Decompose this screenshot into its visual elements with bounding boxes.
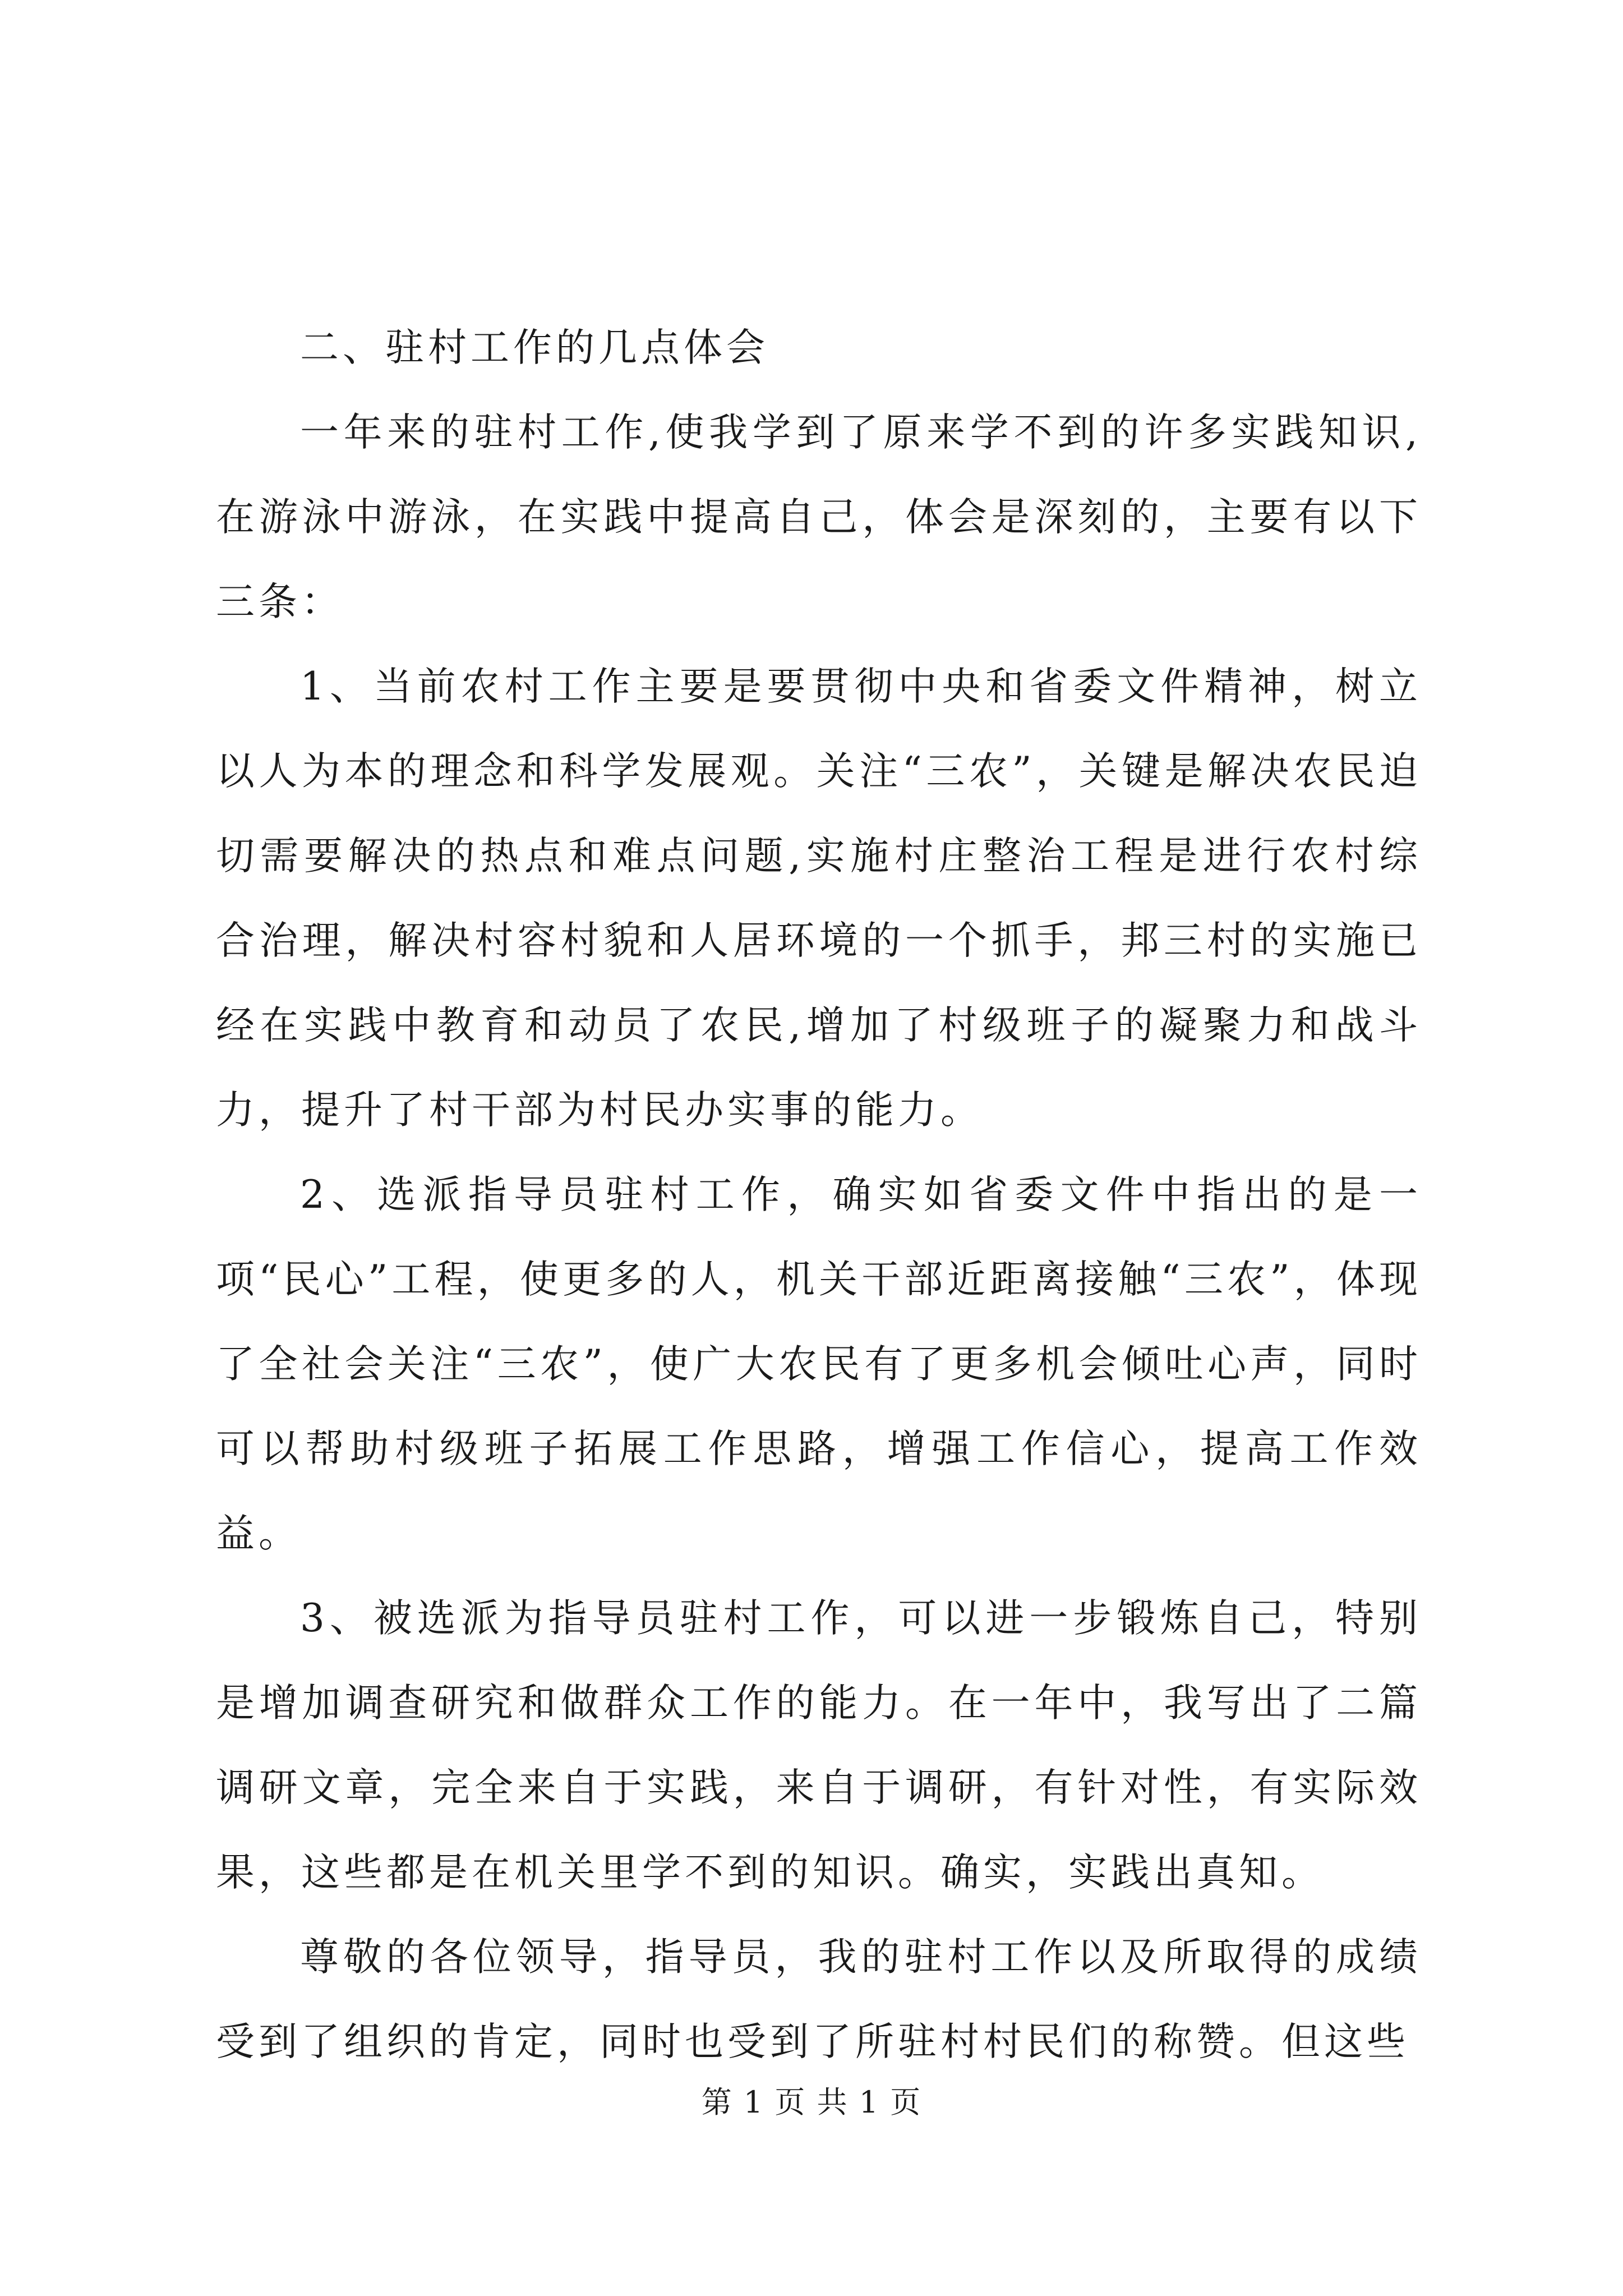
paragraph-point-2: 2、选派指导员驻村工作，确实如省委文件中指出的是一项“民心”工程，使更多的人，机关干部近距离接触“三农”，体现了全社会关注“三农”，使广大农民有了更多机会倾吐心声，同时可以帮助村级班子拓展工作思路，增强工作信心，提高工作效益。 xyxy=(216,1172,1422,1556)
paragraph-point-3: 3、被选派为指导员驻村工作，可以进一步锻炼自己，特别是增加调查研究和做群众工作的能力。在一年中，我写出了二篇调研文章，完全来自于实践，来自于调研，有针对性，有实际效果，这些都是在机关里学不到的知识。确实，实践出真知。 xyxy=(216,1596,1422,1895)
section-heading: 二、驻村工作的几点体会 xyxy=(300,325,769,370)
paragraph-intro: 一年来的驻村工作,使我学到了原来学不到的许多实践知识,在游泳中游泳，在实践中提高自己，体会是深刻的，主要有以下三条： xyxy=(216,410,1422,624)
page-footer: 第 1 页 共 1 页 xyxy=(701,2085,922,2120)
paragraph-point-1: 1、当前农村工作主要是要贯彻中央和省委文件精神，树立以人为本的理念和科学发展观。关注“三农”，关键是解决农民迫切需要解决的热点和难点问题,实施村庄整治工程是进行农村综合治理，解决村容村貌和人居环境的一个抓手，邦三村的实施已经在实践中教育和动员了农民,增加了村级班子的凝聚力和战斗力，提升了村干部为村民办实事的能力。 xyxy=(216,664,1422,1133)
document-body xyxy=(216,306,1422,2085)
paragraph-closing: 尊敬的各位领导，指导员，我的驻村工作以及所取得的成绩受到了组织的肯定，同时也受到了所驻村村民们的称赞。但这些 xyxy=(216,1935,1422,2064)
